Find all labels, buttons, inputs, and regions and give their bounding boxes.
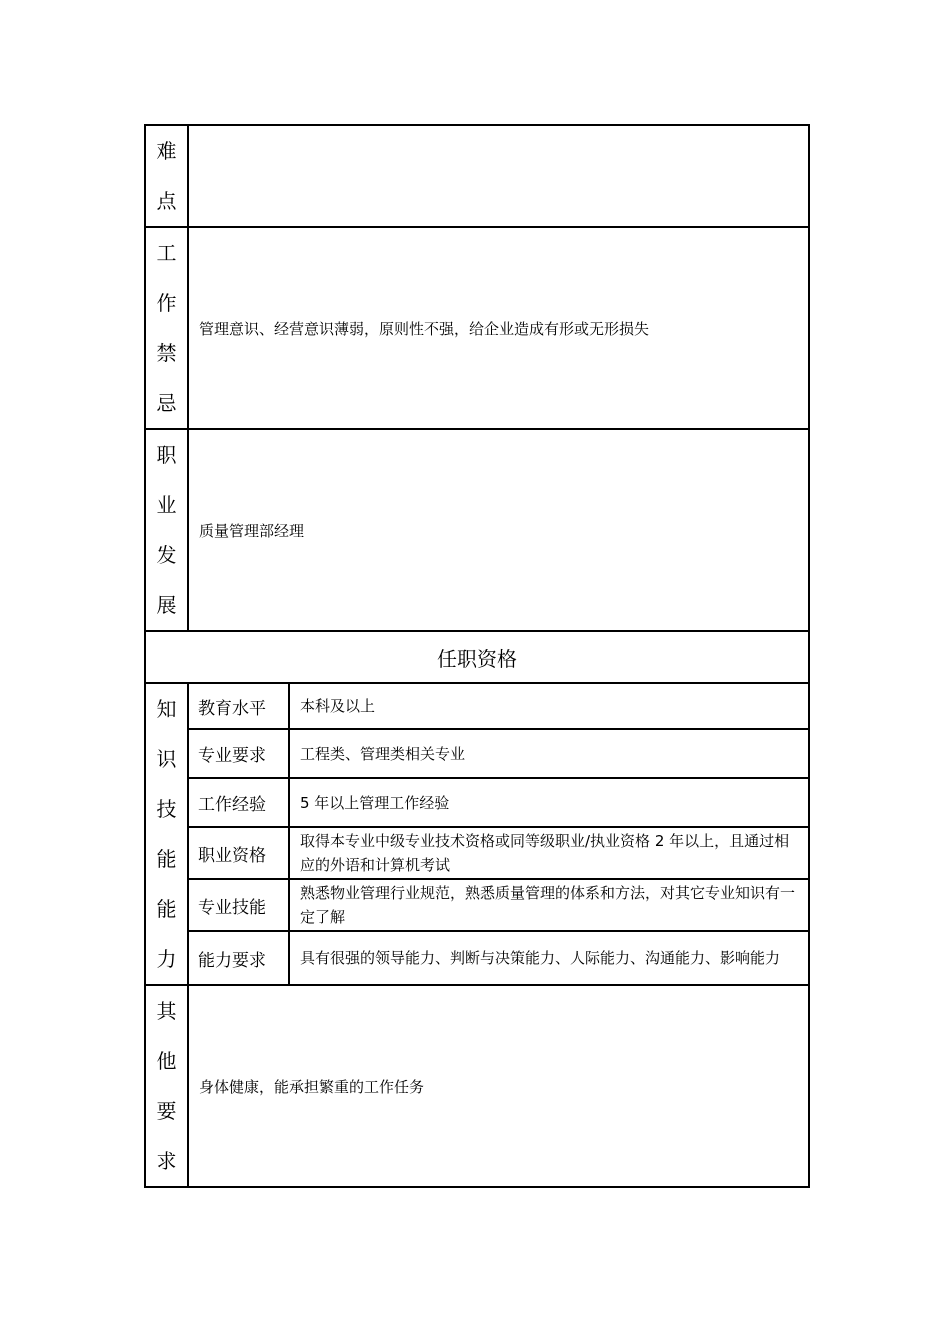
- difficulty-row: [145, 125, 809, 227]
- skills-value: 熟悉物业管理行业规范，熟悉质量管理的体系和方法，对其它专业知识有一定了解: [289, 879, 809, 931]
- difficulty-value: [188, 125, 809, 227]
- major-label: 专业要求: [188, 729, 289, 778]
- other-requirements-label: 其 他 要 求: [145, 985, 188, 1187]
- career-label: 职 业 发 展: [145, 429, 188, 631]
- qualifications-title: 任职资格: [145, 631, 809, 683]
- job-description-table: [144, 124, 810, 1188]
- qualification-row: [145, 931, 809, 985]
- major-value: 工程类、管理类相关专业: [289, 729, 809, 778]
- qualifications-title-row: [145, 631, 809, 683]
- qualification-row: [145, 778, 809, 827]
- education-label: 教育水平: [188, 683, 289, 729]
- knowledge-skills-label: 知 识 技 能 能 力: [145, 683, 188, 985]
- taboo-value: 管理意识、经营意识薄弱，原则性不强，给企业造成有形或无形损失: [188, 227, 809, 429]
- career-value: 质量管理部经理: [188, 429, 809, 631]
- difficulty-label: 难 点: [145, 125, 188, 227]
- qualification-row: [145, 879, 809, 931]
- qualification-row: [145, 729, 809, 778]
- education-value: 本科及以上: [289, 683, 809, 729]
- other-requirements-row: [145, 985, 809, 1187]
- ability-label: 能力要求: [188, 931, 289, 985]
- taboo-row: [145, 227, 809, 429]
- taboo-label: 工 作 禁 忌: [145, 227, 188, 429]
- certification-label: 职业资格: [188, 827, 289, 879]
- career-row: [145, 429, 809, 631]
- ability-value: 具有很强的领导能力、判断与决策能力、人际能力、沟通能力、影响能力: [289, 931, 809, 985]
- qualification-row: [145, 827, 809, 879]
- qualification-row: [145, 683, 809, 729]
- skills-label: 专业技能: [188, 879, 289, 931]
- certification-value: 取得本专业中级专业技术资格或同等级职业/执业资格 2 年以上，且通过相应的外语和计算机考试: [289, 827, 809, 879]
- job-description-table-wrapper: [144, 124, 808, 1188]
- other-requirements-value: 身体健康，能承担繁重的工作任务: [188, 985, 809, 1187]
- experience-value: 5 年以上管理工作经验: [289, 778, 809, 827]
- experience-label: 工作经验: [188, 778, 289, 827]
